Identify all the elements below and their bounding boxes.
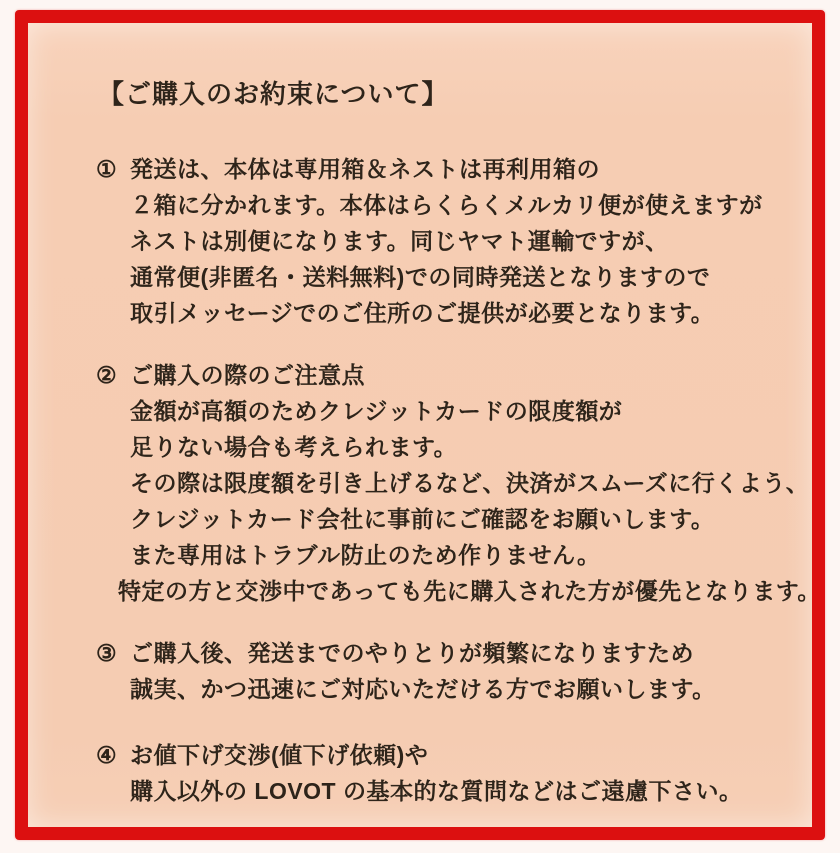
term-line: 発送は、本体は専用箱＆ネストは再利用箱の — [130, 156, 600, 182]
term-line: ご購入後、発送までのやりとりが頻繁になりますため — [130, 640, 694, 666]
term-line: ２箱に分かれます。本体はらくらくメルカリ便が使えますが — [130, 192, 763, 218]
term-line: 特定の方と交渉中であっても先に購入された方が優先となります。 — [118, 578, 821, 604]
term-lines — [118, 357, 821, 609]
term-section — [96, 737, 782, 809]
terms-list — [96, 151, 821, 809]
term-lines — [130, 635, 782, 707]
page-title: 【ご購入のお約束について】 — [98, 79, 449, 109]
term-line: 取引メッセージでのご住所のご提供が必要となります。 — [130, 300, 715, 326]
term-marker: ① — [96, 156, 117, 182]
term-line: 通常便(非匿名・送料無料)での同時発送となりますので — [130, 264, 711, 290]
term-line: その際は限度額を引き上げるなど、決済がスムーズに行くよう、 — [130, 470, 810, 496]
term-line: お値下げ交渉(値下げ依頼)や — [130, 742, 429, 768]
term-line: 誠実、かつ迅速にご対応いただける方でお願いします。 — [130, 676, 716, 702]
term-section — [96, 357, 821, 609]
term-line: ネストは別便になります。同じヤマト運輸ですが、 — [130, 228, 669, 254]
term-section — [96, 151, 782, 331]
term-marker: ④ — [96, 742, 117, 768]
term-section — [96, 635, 782, 707]
term-marker: ③ — [96, 640, 117, 666]
notice-card — [15, 10, 825, 840]
notice-card-body — [28, 23, 821, 827]
term-marker: ② — [96, 362, 117, 388]
term-line: 足りない場合も考えられます。 — [130, 434, 458, 460]
term-lines — [130, 737, 782, 809]
term-lines — [130, 151, 782, 331]
term-line: クレジットカード会社に事前にご確認をお願いします。 — [130, 506, 715, 532]
term-line: 金額が高額のためクレジットカードの限度額が — [130, 398, 623, 424]
term-line: ご購入の際のご注意点 — [130, 362, 365, 388]
term-line: 購入以外の LOVOT の基本的な質問などはご遠慮下さい。 — [130, 778, 743, 804]
term-line: また専用はトラブル防止のため作りません。 — [130, 542, 601, 568]
